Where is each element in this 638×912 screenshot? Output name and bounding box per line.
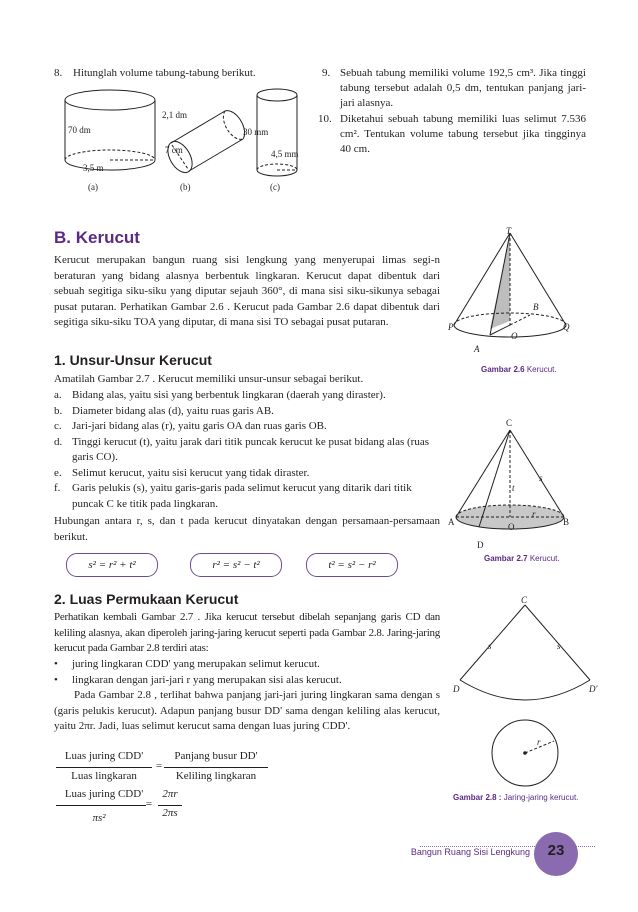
point-A: A <box>474 344 480 354</box>
point-A: A <box>448 517 455 527</box>
label-t: t <box>512 483 515 493</box>
list-item: f. Garis pelukis (s), yaitu garis-garis pada selimut kerucut yang ditarik dari titik puncak C ke titik pada lingkaran. <box>54 482 412 510</box>
list-item: b. Diameter bidang alas (d), yaitu ruas garis AB. <box>54 404 274 417</box>
cylinder-b <box>163 111 245 177</box>
formula-2: r² = s² − t² <box>190 553 282 577</box>
label-s: s <box>539 473 543 483</box>
question-number: 10. <box>318 113 332 125</box>
cylinder-c-height: 30 mm <box>243 127 269 137</box>
cylinder-c-radius: 4,5 mm <box>271 149 299 159</box>
subsection-paragraph: Perhatikan kembali Gambar 2.7 . Jika kerucut tersebut dibelah sepanjang garis CD dan keliling alasnya, akan diperoleh jaring-jaring kerucut seperti pada Gambar 2.8. Jaring-jaring kerucut pada Gambar 2.8 terdiri atas: <box>54 611 440 654</box>
figure-caption: Gambar 2.7 Kerucut. <box>484 554 560 563</box>
cone-net-figure-2-8 <box>450 595 598 795</box>
figure-caption: Gambar 2.8 : Jaring-jaring kerucut. <box>453 793 579 802</box>
net-list <box>54 657 440 688</box>
eq2-left-numerator: Luas juring CDD' <box>64 788 144 800</box>
element-list <box>54 388 440 512</box>
list-item: • juring lingkaran CDD' yang merupakan selimut kerucut. <box>54 658 320 670</box>
page-number: 23 <box>547 842 565 859</box>
formula-3: t² = s² − r² <box>306 553 398 577</box>
point-D: D <box>453 684 460 694</box>
label-r: r <box>532 509 536 519</box>
explanation-paragraph: Pada Gambar 2.8 , terlihat bahwa panjang jari-jari juring lingkaran sama dengan s (garis pelukis kerucut). Adapun panjang busur DD' sama dengan keliling alas kerucut, yaitu 2πr. Jadi, luas selimut kerucut sama dengan luas juring CDD'. <box>54 689 440 732</box>
eq2-right-bar <box>158 805 182 806</box>
label-s-right: s <box>557 641 561 651</box>
point-T: T <box>506 226 512 236</box>
cylinder-a-label: (a) <box>88 182 98 192</box>
point-O: O <box>508 522 515 532</box>
section-paragraph: Kerucut merupakan bangun ruang sisi lengkung yang menyerupai limas segi-n beraturan yang bidang alasnya berbentuk lingkaran. Kerucut dapat dibentuk dari sebuah segitiga siku-siku yang diputar sejauh 360°, di mana sisi siku-sikunya sebagai pusat putaran. Perhatikan Gambar 2.6 . Kerucut pada Gambar 2.6 dapat dibentuk dari segitiga siku-siku TOA yang diputar, di mana sisi TO sebagai pusat putaran. <box>54 254 440 328</box>
point-P: P <box>448 322 454 332</box>
list-item: a. Bidang alas, yaitu sisi yang berbentuk lingkaran (daerah yang diraster). <box>54 389 386 401</box>
cylinder-a-radius: 3,5 m <box>83 163 104 173</box>
cylinder-a-height: 70 dm <box>68 125 91 135</box>
question-text: Hitunglah volume tabung-tabung berikut. <box>73 67 256 79</box>
eq2-right-numerator: 2πr <box>162 788 178 800</box>
eq1-equals: = <box>155 760 163 772</box>
label-s-left: s <box>488 641 492 651</box>
figure-caption: Gambar 2.6 Kerucut. <box>481 365 557 374</box>
question-9 <box>318 66 586 111</box>
eq1-right-denominator: Keliling lingkaran <box>175 770 257 782</box>
subsection-intro: Amatilah Gambar 2.7 . Kerucut memiliki unsur-unsur sebagai berikut. <box>54 373 364 385</box>
cylinder-b-length: 2,1 dm <box>162 110 188 120</box>
cylinder-b-label: (b) <box>180 182 191 192</box>
point-Q: Q <box>563 322 570 332</box>
point-C: C <box>521 595 528 605</box>
eq1-right-bar <box>164 767 268 768</box>
subsection-title: 2. Luas Permukaan Kerucut <box>54 591 239 607</box>
formula-1: s² = r² + t² <box>66 553 158 577</box>
point-B: B <box>563 517 570 527</box>
eq2-equals: = <box>145 798 153 810</box>
cylinder-c-label: (c) <box>270 182 280 192</box>
eq1-left-numerator: Luas juring CDD' <box>64 750 144 762</box>
cylinder-figures <box>55 85 315 195</box>
list-item: e. Selimut kerucut, yaitu sisi kerucut yang tidak diraster. <box>54 466 310 479</box>
label-r: r <box>537 737 541 747</box>
list-item: • lingkaran dengan jari-jari r yang merupakan sisi alas kerucut. <box>54 673 342 686</box>
question-10 <box>318 112 586 157</box>
question-number: 9. <box>322 67 331 79</box>
point-O: O <box>511 331 518 341</box>
section-title: B. Kerucut <box>54 228 140 247</box>
cylinder-b-diameter: 7 cm <box>165 145 183 155</box>
relation-text: Hubungan antara r, s, dan t pada kerucut dinyatakan dengan persamaan-persamaan berikut. <box>54 515 440 543</box>
footer-title: Bangun Ruang Sisi Lengkung <box>410 847 530 857</box>
eq1-left-denominator: Luas lingkaran <box>71 770 137 782</box>
eq1-left-bar <box>56 767 152 768</box>
eq2-left-bar <box>56 805 146 806</box>
cone-figure-2-7 <box>455 425 575 540</box>
point-C: C <box>506 418 513 428</box>
list-item: d. Tinggi kerucut (t), yaitu jarak dari titik puncak kerucut ke pusat bidang alas (ruas garis CO). <box>54 435 429 463</box>
question-8 <box>54 66 256 81</box>
eq2-left-denominator: πs² <box>92 812 106 824</box>
list-item: c. Jari-jari bidang alas (r), yaitu garis OA dan ruas garis OB. <box>54 420 327 432</box>
eq2-right-denominator: 2πs <box>162 807 178 819</box>
eq1-right-numerator: Panjang busur DD' <box>174 750 258 762</box>
point-B: B <box>533 302 539 312</box>
point-D-prime: D' <box>589 684 598 694</box>
question-number: 8. <box>54 67 63 79</box>
point-D: D <box>477 540 484 550</box>
question-text: Diketahui sebuah tabung memiliki luas selimut 7.536 cm². Tentukan volume tabung tersebut jika tingginya 40 cm. <box>340 113 586 155</box>
question-text: Sebuah tabung memiliki volume 192,5 cm³. Jika tinggi tabung tersebut adalah 0,5 dm, tentukan panjang jari-jari alasnya. <box>340 67 586 109</box>
subsection-title: 1. Unsur-Unsur Kerucut <box>54 352 212 368</box>
